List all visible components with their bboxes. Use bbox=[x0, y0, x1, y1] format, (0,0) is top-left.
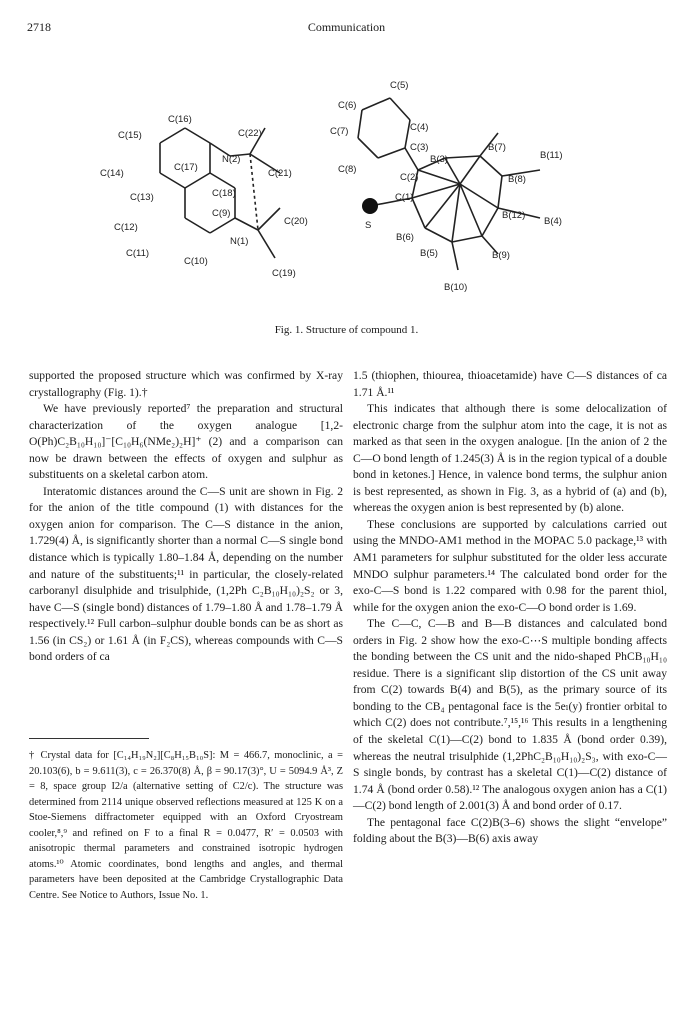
atom-label: C(14) bbox=[100, 168, 124, 179]
atom-label: B(12) bbox=[502, 210, 526, 221]
atom-label: C(12) bbox=[114, 222, 138, 233]
atom-label: C(6) bbox=[338, 100, 357, 111]
atom-label: N(1) bbox=[230, 236, 249, 247]
sulphur-atom bbox=[362, 198, 378, 214]
paragraph: The C—C, C—B and B—B distances and calculated bond orders in Fig. 2 show how the exo-C⋯S multiple bonding affects the bonding between the CS unit and the nido-shaped PhCB₁₀H₁₀ residue. There is a significant slip distortion of the CS unit away from C(2) towards B(4) and B(5), as the primary source of its bonding to the CB₄ pentagonal face is the 5eₗ(y) frontier orbital to which C(2) does not contribute.⁷,¹⁵,¹⁶ This results in a lengthening of the skeletal C(1)—C(2) bond to 1.835 Å (bond order 0.39), whereas the neutral trisulphide (1,2PhC₂B₁₀H₁₀)₂S₃, with exo-C—S single bonds, by contrast has a skeletal C(1)—C(2) distance of 1.74 Å (bond order 0.58).¹² The analogous oxygen anion has a C(1)—C(2) bond length of 2.001(3) Å and bond order of 0.17. bbox=[353, 617, 667, 813]
atom-label: C(9) bbox=[212, 208, 231, 219]
atom-label: B(7) bbox=[488, 142, 506, 153]
atom-label: C(20) bbox=[284, 216, 308, 227]
crystal-data-footnote bbox=[29, 748, 343, 903]
atom-label: C(17) bbox=[174, 162, 198, 173]
figure-caption: Fig. 1. Structure of compound 1. bbox=[274, 324, 419, 336]
atom-label: B(3) bbox=[430, 154, 448, 165]
running-title: Communication bbox=[307, 20, 386, 34]
atom-label: C(4) bbox=[410, 122, 429, 133]
atom-label: C(16) bbox=[168, 114, 192, 125]
paragraph: We have previously reported⁷ the preparation and structural characterization of the oxygen analogue [1,2-O(Ph)C₂B₁₀H₁₀]⁻[C₁₀H₆(NMe₂)₂H]⁺ (2) and a comparison can now be drawn between the effects of oxygen and sulphur as substituents on a skeletal carbon atom. bbox=[29, 402, 343, 482]
atom-label: C(5) bbox=[390, 80, 409, 91]
atom-label: C(2) bbox=[400, 172, 419, 183]
paragraph: Interatomic distances around the C—S unit are shown in Fig. 2 for the anion of the title compound (1) with distances for the oxygen anion for comparison. The C—S distance in the anion, 1.729(4) Å, is significantly shorter than a normal C—S single bond distance which is typically 1.80–1.84 Å, depending on the number and nature of the substituents;¹¹ in particular, the closely-related carboranyl disulphide and trisulphide, (1,2Ph C₂B₁₀H₁₀)₂S₂ or 3, have C—S (single bond) distances of 1.79–1.80 Å and 1.78–1.79 Å respectively.¹² Full carbon–sulphur double bonds can be as short as 1.56 (in CS₂) or 1.61 Å (in F₂CS), whereas compounds with C—S bond orders of ca bbox=[29, 484, 343, 664]
paragraph: The pentagonal face C(2)B(3–6) shows the slight “envelope” folding about the B(3)—B(6) axis away bbox=[353, 815, 667, 846]
paragraph: supported the proposed structure which was confirmed by X-ray crystallography (Fig. 1).† bbox=[29, 369, 343, 399]
atom-label: B(5) bbox=[420, 248, 438, 259]
atom-label: C(22) bbox=[238, 128, 262, 139]
crystal-structure-figure bbox=[100, 58, 620, 318]
structure-diagram bbox=[100, 58, 620, 318]
atom-label: C(15) bbox=[118, 130, 142, 141]
paragraph: These conclusions are supported by calculations carried out using the MNDO-AM1 method in the MOPAC 5.0 package,¹³ with AM1 parameters for sulphur substituted for the older less accurate MNDO sulphur parameters.¹⁴ The calculated bond order for the exo-C—S bond is 1.22 compared with 0.98 for the parent thiol, while for the oxygen anion the exo-C—O bond order is 1.69. bbox=[353, 517, 667, 614]
atom-label: C(10) bbox=[184, 256, 208, 267]
atom-label: C(18) bbox=[212, 188, 236, 199]
atom-label: N(2) bbox=[222, 154, 241, 165]
atom-label: C(19) bbox=[272, 268, 296, 279]
atom-label: B(6) bbox=[396, 232, 414, 243]
atom-label: B(11) bbox=[540, 150, 563, 161]
atom-labels bbox=[100, 80, 563, 293]
left-column bbox=[29, 368, 343, 666]
page-number: 2718 bbox=[27, 20, 51, 34]
paragraph: 1.5 (thiophen, thiourea, thioacetamide) have C—S distances of ca 1.71 Å.¹¹ bbox=[353, 369, 667, 399]
atom-label: C(7) bbox=[330, 126, 349, 137]
atom-label: C(13) bbox=[130, 192, 154, 203]
atom-label: C(1) bbox=[395, 192, 414, 203]
atom-label: B(10) bbox=[444, 282, 468, 293]
footnote-rule bbox=[29, 738, 149, 739]
footnote-text: † Crystal data for [C₁₄H₁₉N₂][C₈H₁₅B₁₀S]: M = 466.7, monoclinic, a = 20.103(6), b = 9.611(3), c = 26.370(8) Å, β = 90.17(3)°, U = 5094.9 Å³, Z = 8, space group I2/a (alternative setting of C2/c). The structure was determined from 2114 unique observed reflections measured at 125 K on a Stoe-Siemens diffractometer equipped with an Oxford Cryostream cooler,⁸,⁹ and refined on F to a final R = 0.0477, R′ = 0.0503 with anisotropic thermal parameters and constrained isotropic hydrogen atoms.¹⁰ Atomic coordinates, bond lengths and angles, and thermal parameters have been deposited at the Cambridge Crystallographic Data Centre. See Notice to Authors, Issue No. 1. bbox=[29, 750, 343, 901]
atom-label: S bbox=[365, 220, 372, 231]
atom-label: C(8) bbox=[338, 164, 357, 175]
right-column bbox=[353, 368, 667, 848]
atom-label: B(8) bbox=[508, 174, 526, 185]
paragraph: This indicates that although there is some delocalization of electronic charge from the sulphur atom into the cage, it is not as marked as that seen in the oxygen analogue. [In the anion of 2 the C—O bond length of 1.245(3) Å is in the region typical of a double bond in ketones.] Hence, in valence bond terms, the sulphur anion is best represented, as shown in Fig. 3, as a hybrid of (a) and (b), whereas the oxygen anion is best represented by (b) alone. bbox=[353, 402, 667, 515]
atom-label: C(11) bbox=[126, 248, 150, 259]
atom-label: B(4) bbox=[544, 216, 562, 227]
atom-label: C(3) bbox=[410, 142, 429, 153]
atom-label: C(21) bbox=[268, 168, 292, 179]
atom-label: B(9) bbox=[492, 250, 510, 261]
